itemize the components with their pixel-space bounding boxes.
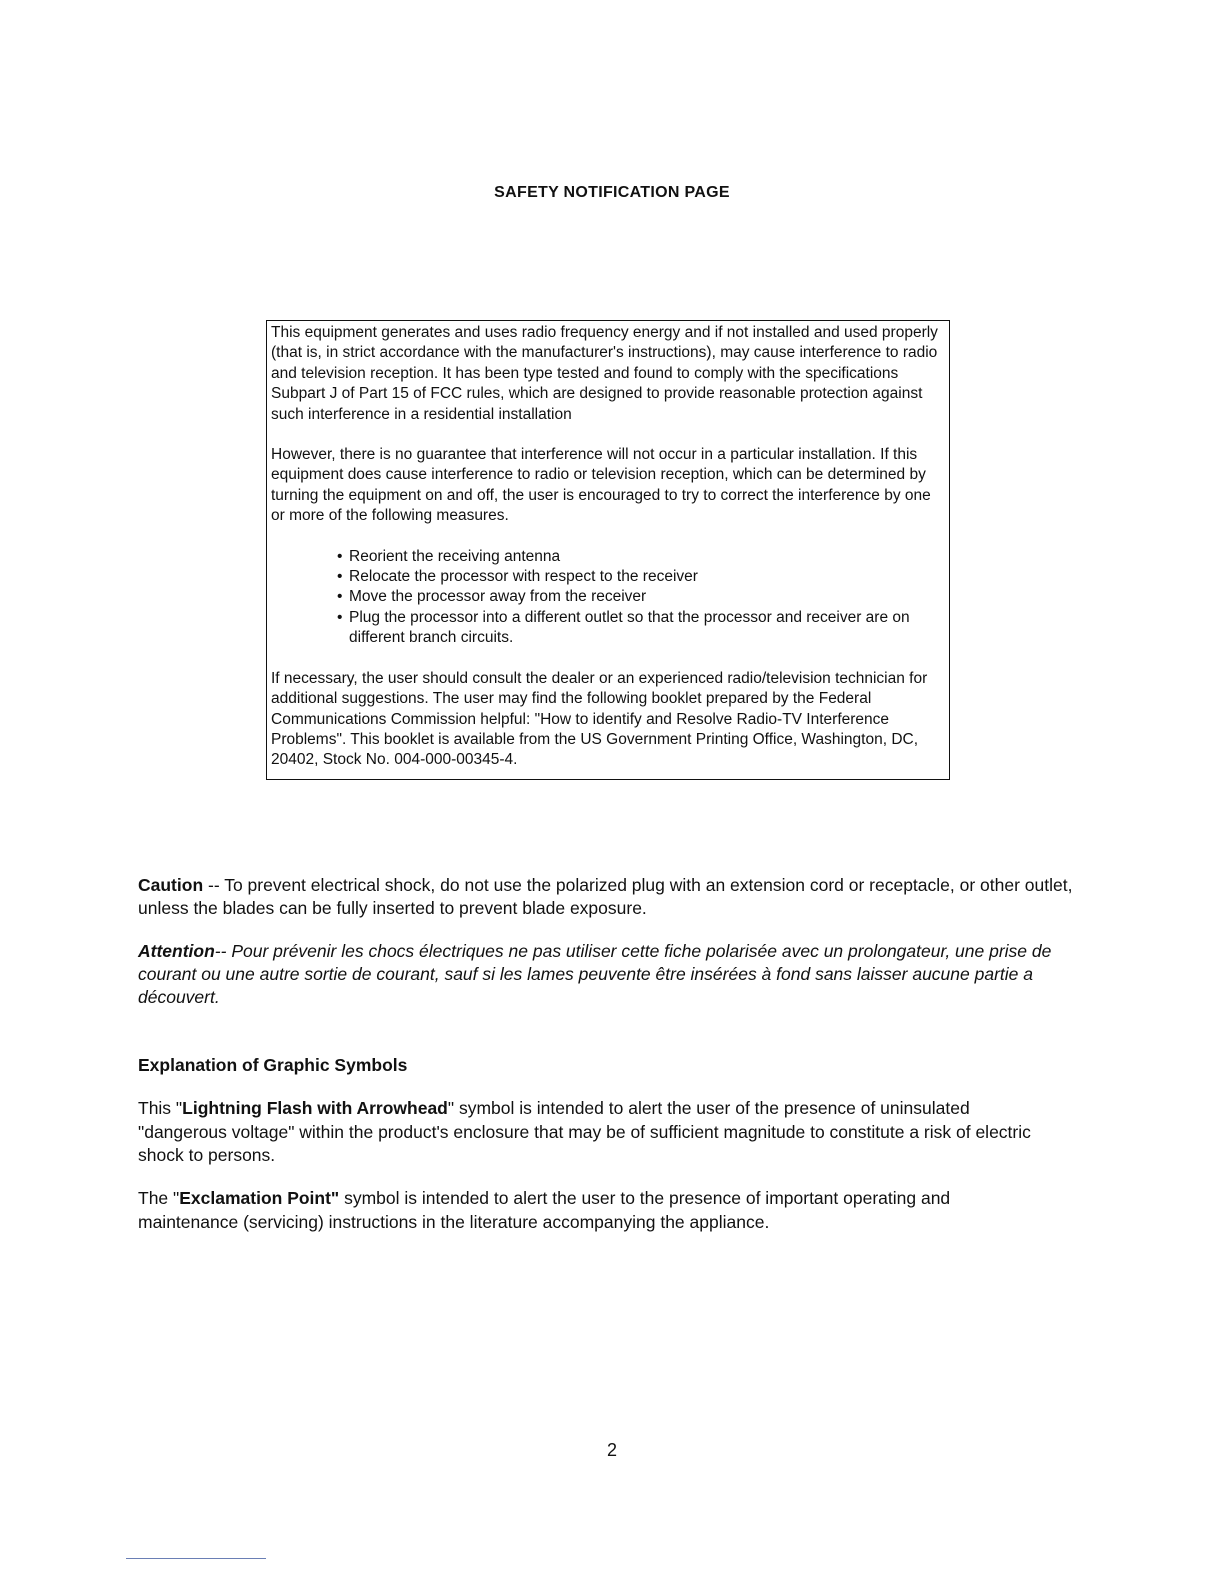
caution-label: Caution (138, 875, 204, 895)
list-item (337, 608, 943, 649)
lightning-prefix: This " (138, 1098, 183, 1118)
measure-text: Move the processor away from the receiver (349, 588, 647, 606)
exclamation-symbol-paragraph (138, 1187, 1038, 1234)
exclamation-symbol-name: Exclamation Point" (179, 1188, 340, 1208)
lightning-description: " symbol is intended to alert the user of the presence of uninsulated "dangerous voltage" within the product's enclosure that may be of sufficient magnitude to constitute a risk of electric shock to persons. (138, 1098, 1031, 1165)
measures-list (271, 547, 943, 649)
footnote-divider (126, 1558, 266, 1559)
fcc-paragraph-1: This equipment generates and uses radio frequency energy and if not installed and used properly (that is, in strict accordance with the manufacturer's instructions), may cause interference to radio and television reception. It has been type tested and found to comply with the specifications Subpart J of Part 15 of FCC rules, which are designed to provide reasonable protection against such interference in a residential installation (271, 324, 938, 423)
lightning-symbol-paragraph (138, 1097, 1038, 1168)
caution-paragraph (138, 874, 1098, 920)
list-item (337, 547, 943, 567)
measure-text: Reorient the receiving antenna (349, 547, 561, 565)
page-number: 2 (606, 1440, 617, 1460)
bullet-icon: • (337, 608, 343, 626)
caution-text: -- To prevent electrical shock, do not use the polarized plug with an extension cord or receptacle, or other outlet, unless the blades can be fully inserted to prevent blade exposure. (138, 875, 1073, 918)
fcc-paragraph-3: If necessary, the user should consult the dealer or an experienced radio/television technician for additional suggestions. The user may find the following booklet prepared by the Federal Communications Commission helpful: "How to identify and Resolve Radio-TV Interference Problems". This booklet is available from the US Government Printing Office, Washington, DC, 20402, Stock No. 004-000-00345-4. (271, 669, 928, 769)
bullet-icon: • (337, 547, 343, 565)
list-item (337, 587, 943, 607)
attention-text: -- Pour prévenir les chocs électriques ne pas utiliser cette fiche polarisée avec un prolongateur, une prise de courant ou une autre sortie de courant, sauf si les lames peuvente être insérées à fond sans laisser aucune partie a découvert. (138, 941, 1052, 1007)
attention-notice (138, 940, 1058, 1009)
caution-notice (138, 874, 1098, 920)
attention-label: Attention (138, 941, 215, 961)
fcc-paragraph-2: However, there is no guarantee that interference will not occur in a particular installation. If this equipment does cause interference to radio or television reception, which can be determined by turning the equipment on and off, the user is encouraged to try to correct the interference by one or more of the following measures. (271, 446, 931, 525)
measure-text: Plug the processor into a different outlet so that the processor and receiver are on different branch circuits. (349, 608, 910, 647)
lightning-symbol-name: Lightning Flash with Arrowhead (182, 1098, 448, 1118)
bullet-icon: • (337, 568, 343, 586)
fcc-notice-box (266, 320, 950, 780)
page-title: SAFETY NOTIFICATION PAGE (494, 184, 730, 201)
measure-text: Relocate the processor with respect to the receiver (349, 568, 698, 586)
list-item (337, 567, 943, 587)
exclamation-description: symbol is intended to alert the user to the presence of important operating and maintenance (servicing) instructions in the literature accompanying the appliance. (138, 1188, 951, 1232)
graphic-symbols-heading: Explanation of Graphic Symbols (138, 1055, 408, 1075)
attention-paragraph (138, 940, 1058, 1009)
exclamation-prefix: The " (138, 1188, 180, 1208)
bullet-icon: • (337, 588, 343, 606)
